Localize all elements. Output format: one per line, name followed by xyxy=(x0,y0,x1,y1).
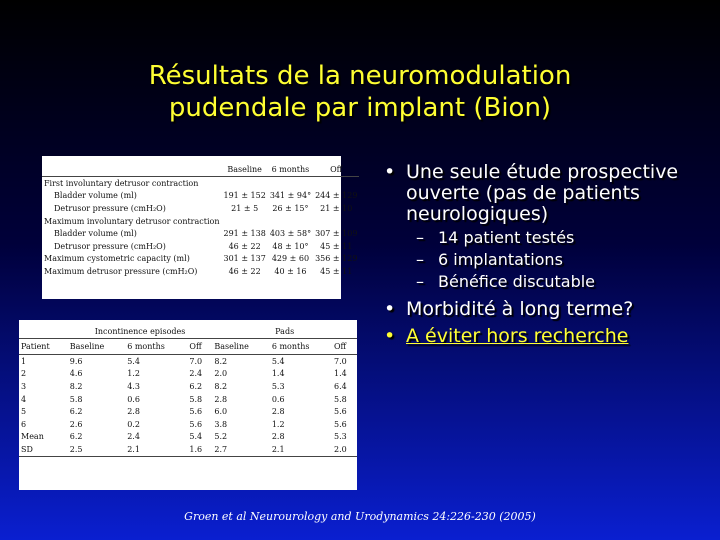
urodynamics-table-image xyxy=(42,156,358,299)
table-cell: 0.6 xyxy=(127,394,140,404)
table-cell: 2.6 xyxy=(69,419,83,429)
row-label: Bladder volume (ml) xyxy=(54,229,137,239)
table-cell: 2.0 xyxy=(214,369,228,379)
table-cell: 6.2 xyxy=(189,381,203,391)
table-cell: 356 ± 129 xyxy=(315,254,358,264)
row-label: First involuntary detrusor contraction xyxy=(44,178,199,188)
table-cell: 0.6 xyxy=(271,394,285,404)
table-cell: 45 ± 11 xyxy=(320,266,353,276)
table-row xyxy=(42,253,359,266)
sub-bullet-marker: – xyxy=(416,250,424,269)
table-row xyxy=(19,355,357,368)
table-cell: 1.4 xyxy=(271,369,285,379)
table-cell: 6 xyxy=(21,419,27,429)
row-label: Maximum involuntary detrusor contraction xyxy=(44,216,220,226)
table-cell: 21 ± 10 xyxy=(320,203,353,213)
table-cell: 291 ± 138 xyxy=(223,229,266,239)
table-cell: 5.8 xyxy=(334,394,347,404)
urodynamics-table xyxy=(42,162,359,278)
table-cell: 2.0 xyxy=(332,443,357,456)
column-header: Baseline xyxy=(68,339,125,355)
table-cell: 307 ± 109 xyxy=(315,229,358,239)
table-cell: 8.2 xyxy=(69,381,83,391)
table-cell: 2.8 xyxy=(271,407,285,417)
table-cell: 4.6 xyxy=(69,369,83,379)
column-header: Off xyxy=(313,162,359,177)
row-label: Detrusor pressure (cmH₂O) xyxy=(54,241,166,251)
table-cell: 2.8 xyxy=(271,432,285,442)
table-cell: 5.2 xyxy=(214,432,228,442)
table-cell: 301 ± 137 xyxy=(223,254,266,264)
table-cell: 1.2 xyxy=(271,419,285,429)
bullet-text: Une seule étude prospective ouverte (pas de patients neurologiques) xyxy=(406,161,679,225)
table-row xyxy=(19,431,357,444)
column-header xyxy=(42,162,222,177)
table-cell: 1.2 xyxy=(127,369,140,379)
table-cell: 21 ± 5 xyxy=(231,203,259,213)
row-label: Maximum detrusor pressure (cmH₂O) xyxy=(44,266,198,276)
bullet-marker: • xyxy=(384,161,396,183)
table-row xyxy=(19,405,357,418)
urodynamics-table-body xyxy=(42,162,359,278)
table-cell: 2.7 xyxy=(212,443,269,456)
table-cell: 341 ± 94° xyxy=(269,191,312,201)
table-header-row xyxy=(42,162,359,177)
table-cell: 45 ± 11 xyxy=(320,241,353,251)
table-cell xyxy=(313,177,359,190)
table-cell: 4 xyxy=(21,394,27,404)
slide-title xyxy=(0,60,720,124)
sub-bullet-marker: – xyxy=(416,228,424,247)
table-cell: 5.6 xyxy=(189,407,203,417)
group-header-spacer xyxy=(19,324,68,339)
table-cell: 6.2 xyxy=(69,432,83,442)
table-cell: Mean xyxy=(21,432,44,442)
table-cell: 6.4 xyxy=(334,381,347,391)
table-cell: 2.4 xyxy=(127,432,140,442)
table-row xyxy=(42,202,359,215)
table-row xyxy=(42,190,359,203)
table-cell: 8.2 xyxy=(214,356,228,366)
table-cell: 0.2 xyxy=(127,419,140,429)
group-header-row xyxy=(19,324,357,339)
table-cell: 244 ± 129 xyxy=(315,191,358,201)
sub-bullet-text: 14 patient testés xyxy=(438,228,575,247)
table-cell: 3.8 xyxy=(214,419,228,429)
table-cell: 2.1 xyxy=(270,443,332,456)
table-cell: 5.6 xyxy=(334,419,347,429)
bullet-text: Morbidité à long terme? xyxy=(406,298,634,320)
table-cell: 9.6 xyxy=(69,356,83,366)
table-cell: 4.3 xyxy=(127,381,140,391)
table-cell: 1.6 xyxy=(187,443,212,456)
table-cell: 5.4 xyxy=(271,356,285,366)
sub-bullet-1 xyxy=(382,227,702,249)
table-cell: 191 ± 152 xyxy=(223,191,266,201)
table-row xyxy=(42,215,359,228)
table-row xyxy=(19,393,357,406)
table-cell: 5.4 xyxy=(189,432,203,442)
table-cell: 5.8 xyxy=(189,394,203,404)
table-cell: 48 ± 10° xyxy=(272,241,309,251)
table-cell xyxy=(313,215,359,228)
table-cell xyxy=(222,215,268,228)
table-cell: 8.2 xyxy=(214,381,228,391)
column-header: 6 months xyxy=(125,339,187,355)
column-header: Off xyxy=(187,339,212,355)
table-cell: 7.0 xyxy=(189,356,203,366)
table-row xyxy=(19,418,357,431)
sub-bullet-text: 6 implantations xyxy=(438,250,563,269)
table-cell: 3 xyxy=(21,381,27,391)
table-row xyxy=(42,240,359,253)
bullet-item-1 xyxy=(382,162,702,225)
table-cell: 5.4 xyxy=(127,356,140,366)
title-line-1: Résultats de la neuromodulation xyxy=(148,61,572,91)
table-cell: 2.8 xyxy=(214,394,228,404)
table-cell: 6.2 xyxy=(69,407,83,417)
table-row xyxy=(19,443,357,456)
group-header: Pads xyxy=(212,324,357,339)
row-label: Bladder volume (ml) xyxy=(54,191,137,201)
table-cell xyxy=(268,215,313,228)
column-header: Baseline xyxy=(212,339,269,355)
column-header: Off xyxy=(332,339,357,355)
bullet-item-2 xyxy=(382,299,702,320)
table-cell: 2.1 xyxy=(125,443,187,456)
row-label: Detrusor pressure (cmH₂O) xyxy=(54,203,166,213)
table-header-row xyxy=(19,339,357,355)
table-cell: 1 xyxy=(21,356,27,366)
table-cell: 2.8 xyxy=(127,407,140,417)
table-cell: 7.0 xyxy=(334,356,347,366)
table-cell: 1.4 xyxy=(334,369,347,379)
sub-bullet-marker: – xyxy=(416,272,424,291)
table-cell: 5.8 xyxy=(69,394,83,404)
sub-bullet-3 xyxy=(382,271,702,293)
bullet-marker: • xyxy=(384,325,396,347)
column-header: Baseline xyxy=(222,162,268,177)
table-cell: 429 ± 60 xyxy=(271,254,310,264)
recherche-link[interactable]: A éviter hors recherche xyxy=(406,325,629,347)
incontinence-table xyxy=(19,324,357,457)
table-row xyxy=(19,380,357,393)
incontinence-table-image xyxy=(19,320,357,490)
table-cell xyxy=(222,177,268,190)
table-cell: 40 ± 16 xyxy=(274,266,307,276)
incontinence-table-body xyxy=(19,324,357,456)
sub-bullet-2 xyxy=(382,249,702,271)
table-cell: 2 xyxy=(21,369,27,379)
row-label: Maximum cystometric capacity (ml) xyxy=(44,254,190,264)
table-cell: 5.3 xyxy=(334,432,347,442)
table-cell: 6.0 xyxy=(214,407,228,417)
table-row xyxy=(42,227,359,240)
citation: Groen et al Neurourology and Urodynamics 24:226-230 (2005) xyxy=(184,510,536,523)
table-cell: 5 xyxy=(21,407,27,417)
table-cell: 5.3 xyxy=(271,381,285,391)
table-row xyxy=(42,177,359,190)
table-cell: SD xyxy=(19,443,68,456)
title-line-2: pudendale par implant (Bion) xyxy=(168,93,552,123)
table-cell: 26 ± 15° xyxy=(272,203,309,213)
table-cell: 2.5 xyxy=(68,443,125,456)
table-cell: 5.6 xyxy=(334,407,347,417)
table-cell: 403 ± 58° xyxy=(269,229,312,239)
sub-bullet-text: Bénéfice discutable xyxy=(438,272,596,291)
table-row xyxy=(19,368,357,381)
table-cell: 46 ± 22 xyxy=(228,241,261,251)
bullet-list xyxy=(382,162,702,347)
table-cell xyxy=(268,177,313,190)
column-header: 6 months xyxy=(270,339,332,355)
bullet-marker: • xyxy=(384,298,396,320)
column-header: Patient xyxy=(19,339,68,355)
table-cell: 2.4 xyxy=(189,369,203,379)
table-cell: 46 ± 22 xyxy=(228,266,261,276)
column-header: 6 months xyxy=(268,162,313,177)
table-cell: 5.6 xyxy=(189,419,203,429)
table-row xyxy=(42,265,359,278)
bullet-item-3 xyxy=(382,326,702,347)
group-header: Incontinence episodes xyxy=(68,324,213,339)
